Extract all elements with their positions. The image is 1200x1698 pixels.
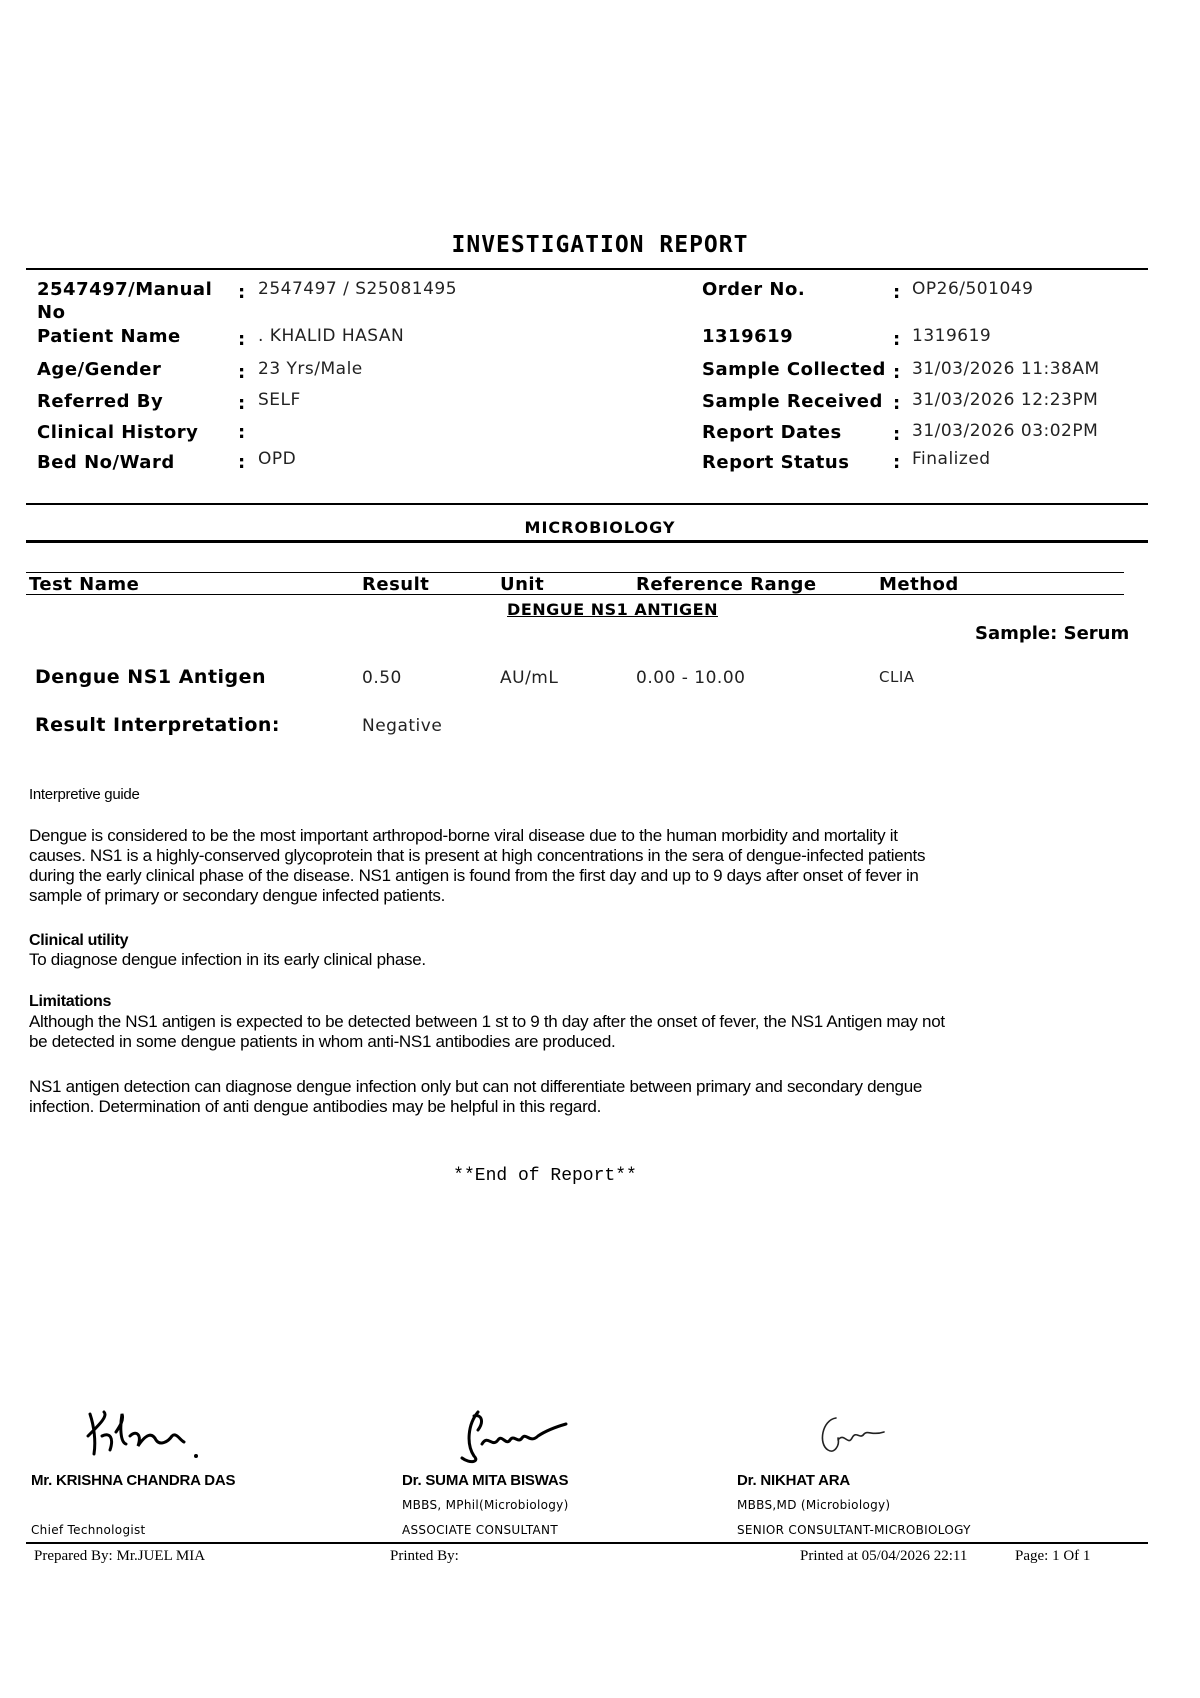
guide-paragraph-last xyxy=(29,1077,1139,1117)
signature-nikhat xyxy=(812,1410,892,1460)
end-of-report: **End of Report** xyxy=(453,1166,637,1186)
guide-line: causes. NS1 is a highly-conserved glycoprotein that is present at high concentrations in the sera of dengue-infected patients xyxy=(29,846,926,865)
table-header-top-rule xyxy=(26,572,1124,573)
signatory-3-designation: SENIOR CONSULTANT-MICROBIOLOGY xyxy=(737,1523,971,1537)
test-method: CLIA xyxy=(879,668,915,686)
age-gender-label: Age/Gender xyxy=(37,359,162,380)
colon: : xyxy=(238,452,246,473)
signature-suma xyxy=(448,1404,578,1468)
limitations-line: be detected in some dengue patients in whom anti-NS1 antibodies are produced. xyxy=(29,1032,616,1051)
order-no-label: Order No. xyxy=(702,279,806,300)
sample-collected-value: 31/03/2026 11:38AM xyxy=(912,359,1100,379)
age-gender-value: 23 Yrs/Male xyxy=(258,359,363,379)
patient-id-value: 1319619 xyxy=(912,326,992,346)
page-number: Page: 1 Of 1 xyxy=(1015,1548,1091,1564)
signatory-3-name: Dr. NIKHAT ARA xyxy=(737,1472,851,1489)
report-status-label: Report Status xyxy=(702,452,850,473)
manual-no-label-line2: No xyxy=(37,302,66,323)
table-header-bottom-rule xyxy=(26,594,1124,595)
sample-value: Serum xyxy=(1063,623,1130,644)
report-dates-value: 31/03/2026 03:02PM xyxy=(912,421,1099,441)
header-top-rule xyxy=(26,268,1148,270)
department-top-rule xyxy=(26,503,1148,505)
department-heading: MICROBIOLOGY xyxy=(524,518,676,537)
colon: : xyxy=(238,393,246,414)
colon: : xyxy=(893,362,901,383)
col-unit: Unit xyxy=(500,574,545,595)
referred-by-value: SELF xyxy=(258,390,301,410)
guide-paragraph-1 xyxy=(29,826,1139,906)
sample-label: Sample: xyxy=(975,623,1058,644)
colon: : xyxy=(893,329,901,350)
patient-name-value: . KHALID HASAN xyxy=(258,326,405,346)
colon: : xyxy=(238,362,246,383)
limitations-text xyxy=(29,1012,1139,1052)
colon: : xyxy=(893,424,901,445)
col-test-name: Test Name xyxy=(29,574,140,595)
signatory-2-designation: ASSOCIATE CONSULTANT xyxy=(402,1523,558,1537)
test-reference-range: 0.00 - 10.00 xyxy=(636,668,746,688)
footer-rule xyxy=(26,1542,1148,1544)
test-name: Dengue NS1 Antigen xyxy=(35,666,267,688)
guide-heading: Interpretive guide xyxy=(29,786,140,803)
clinical-utility-heading: Clinical utility xyxy=(29,932,129,949)
limitations-line: Although the NS1 antigen is expected to be detected between 1 st to 9 th day after the onset of fever, the NS1 Antigen may not xyxy=(29,1012,945,1031)
guide-line: infection. Determination of anti dengue antibodies may be helpful in this regard. xyxy=(29,1097,602,1116)
col-result: Result xyxy=(362,574,430,595)
panel-title xyxy=(0,600,1200,619)
signatory-3-qualification: MBBS,MD (Microbiology) xyxy=(737,1498,891,1512)
limitations-heading: Limitations xyxy=(29,993,112,1010)
sample-collected-label: Sample Collected xyxy=(702,359,886,380)
signature-krishna xyxy=(80,1406,210,1466)
col-reference-range: Reference Range xyxy=(636,574,817,595)
colon: : xyxy=(238,422,246,443)
test-unit: AU/mL xyxy=(500,668,559,688)
signatory-2-name: Dr. SUMA MITA BISWAS xyxy=(402,1472,569,1489)
signatory-1-name: Mr. KRISHNA CHANDRA DAS xyxy=(31,1472,236,1489)
colon: : xyxy=(893,282,901,303)
interpretation-value: Negative xyxy=(362,716,443,736)
signatory-1-designation: Chief Technologist xyxy=(31,1523,146,1537)
signatory-2-qualification: MBBS, MPhil(Microbiology) xyxy=(402,1498,569,1512)
manual-no-value: 2547497 / S25081495 xyxy=(258,279,458,299)
panel-title-text: DENGUE NS1 ANTIGEN xyxy=(507,600,718,619)
clinical-history-label: Clinical History xyxy=(37,422,199,443)
report-dates-label: Report Dates xyxy=(702,422,842,443)
interpretation-label: Result Interpretation: xyxy=(35,714,281,736)
bed-ward-value: OPD xyxy=(258,449,297,469)
sample-received-label: Sample Received xyxy=(702,391,883,412)
colon: : xyxy=(238,329,246,350)
manual-no-label-line1: 2547497/Manual xyxy=(37,279,213,300)
colon: : xyxy=(893,393,901,414)
test-result: 0.50 xyxy=(362,668,402,688)
prepared-by: Prepared By: Mr.JUEL MIA xyxy=(34,1548,206,1564)
report-status-value: Finalized xyxy=(912,449,991,469)
colon: : xyxy=(238,282,246,303)
manual-no-label xyxy=(37,278,212,324)
sample-received-value: 31/03/2026 12:23PM xyxy=(912,390,1099,410)
guide-line: Dengue is considered to be the most important arthropod-borne viral disease due to the human morbidity and mortality it xyxy=(29,826,898,845)
guide-line: during the early clinical phase of the disease. NS1 antigen is found from the first day and up to 9 days after onset of fever in xyxy=(29,866,919,885)
printed-by: Printed By: xyxy=(390,1548,459,1564)
department-bottom-rule xyxy=(26,540,1148,543)
guide-line: NS1 antigen detection can diagnose dengue infection only but can not differentiate between primary and secondary dengue xyxy=(29,1077,923,1096)
report-title: INVESTIGATION REPORT xyxy=(451,232,749,258)
bed-ward-label: Bed No/Ward xyxy=(37,452,175,473)
col-method: Method xyxy=(879,574,959,595)
patient-name-label: Patient Name xyxy=(37,326,181,347)
patient-id-label: 1319619 xyxy=(702,326,794,347)
order-no-value: OP26/501049 xyxy=(912,279,1034,299)
guide-line: sample of primary or secondary dengue infected patients. xyxy=(29,886,445,905)
clinical-utility-text: To diagnose dengue infection in its early clinical phase. xyxy=(29,950,426,969)
referred-by-label: Referred By xyxy=(37,391,164,412)
sample-info xyxy=(975,623,1129,644)
colon: : xyxy=(893,452,901,473)
printed-at: Printed at 05/04/2026 22:11 xyxy=(800,1548,968,1564)
